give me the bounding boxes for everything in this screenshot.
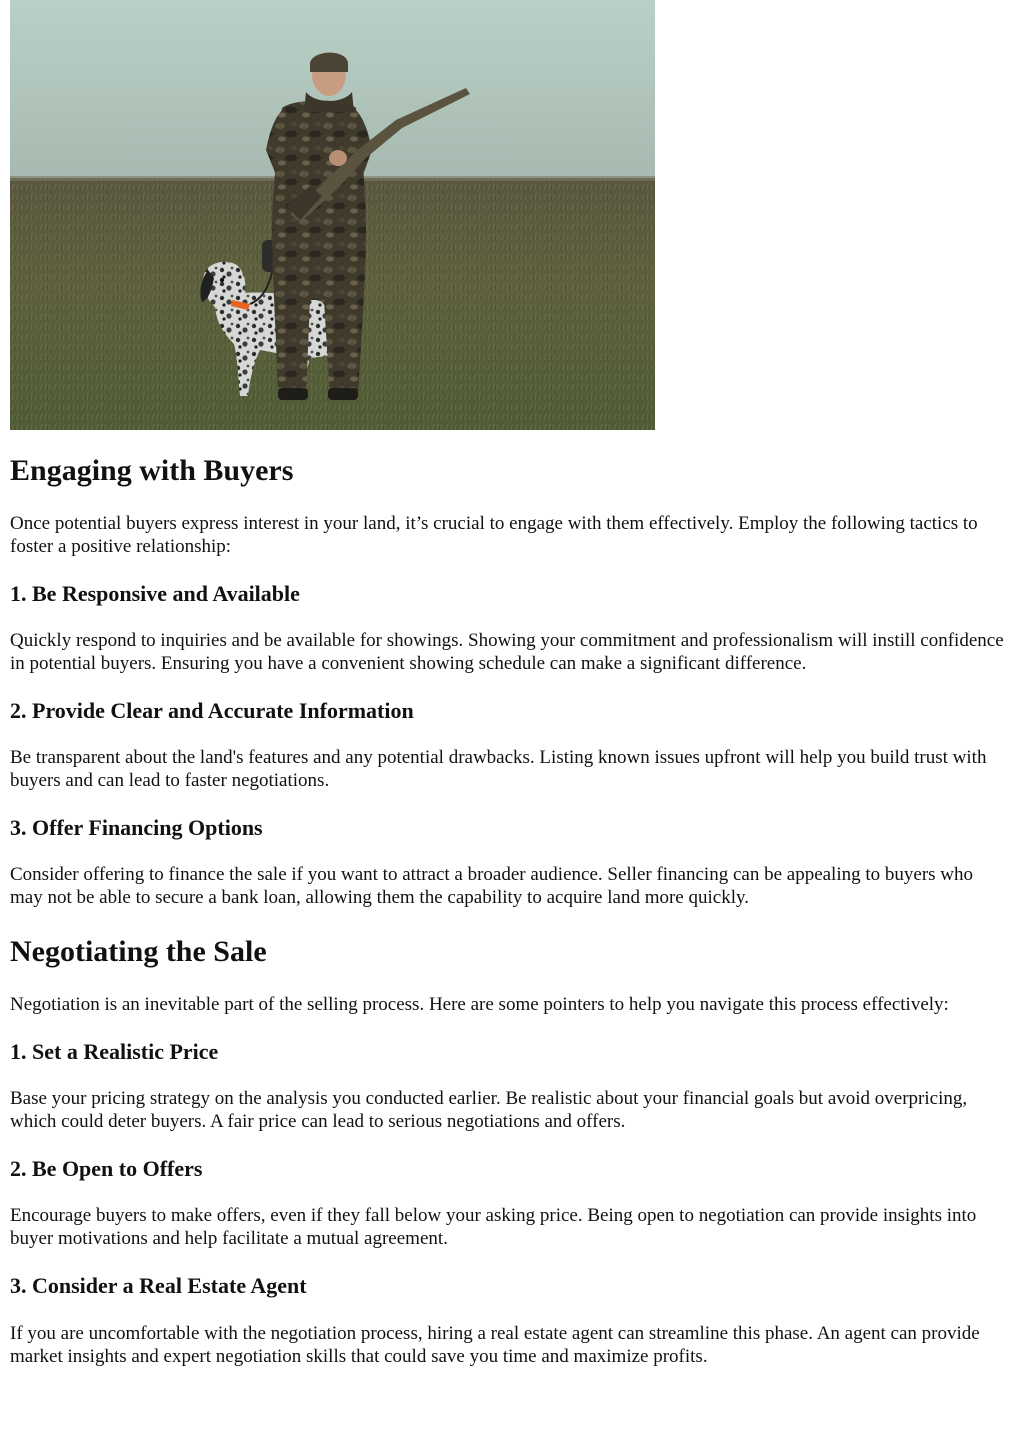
item-body: Be transparent about the land's features and any potential drawbacks. Listing known issues upfront will help you build trust with buyers and can lead to faster negotiations. bbox=[10, 747, 987, 792]
item-body: Quickly respond to inquiries and be available for showings. Showing your commitment and professionalism will instill confidence in potential buyers. Ensuring you have a convenient showing schedule can make a significant difference. bbox=[10, 629, 1004, 674]
section-intro: Once potential buyers express interest in your land, it’s crucial to engage with them effectively. Employ the following tactics to foster a positive relationship: bbox=[10, 512, 978, 557]
item-title: 3. Consider a Real Estate Agent bbox=[10, 1273, 307, 1299]
item-body: Base your pricing strategy on the analysis you conducted earlier. Be realistic about your financial goals but avoid overpricing, which could deter buyers. A fair price can lead to serious negotiations and offers. bbox=[10, 1088, 968, 1133]
section-heading: Engaging with Buyers bbox=[10, 454, 294, 487]
item-body: If you are uncomfortable with the negotiation process, hiring a real estate agent can streamline this phase. An agent can provide market insights and expert negotiation skills that could save you time and maximize profits. bbox=[10, 1322, 980, 1367]
item-title: 1. Be Responsive and Available bbox=[10, 580, 300, 606]
item-body: Consider offering to finance the sale if you want to attract a broader audience. Seller financing can be appealing to buyers who may not be able to secure a bank loan, allowing them the capability to acquire land more quickly. bbox=[10, 864, 974, 909]
section-heading: Negotiating the Sale bbox=[10, 935, 267, 969]
item-body: Encourage buyers to make offers, even if they fall below your asking price. Being open to negotiation can provide insights into buyer motivations and help facilitate a mutual agreement. bbox=[10, 1205, 977, 1250]
hunter-with-dog-photo bbox=[10, 0, 655, 430]
section-intro: Negotiation is an inevitable part of the selling process. Here are some pointers to help you navigate this process effectively: bbox=[10, 993, 949, 1015]
item-title: 3. Offer Financing Options bbox=[10, 815, 263, 841]
hero-image bbox=[10, 0, 655, 430]
item-title: 2. Provide Clear and Accurate Information bbox=[10, 697, 414, 723]
item-title: 1. Set a Realistic Price bbox=[10, 1038, 219, 1064]
item-title: 2. Be Open to Offers bbox=[10, 1156, 203, 1182]
article bbox=[10, 0, 1010, 1368]
